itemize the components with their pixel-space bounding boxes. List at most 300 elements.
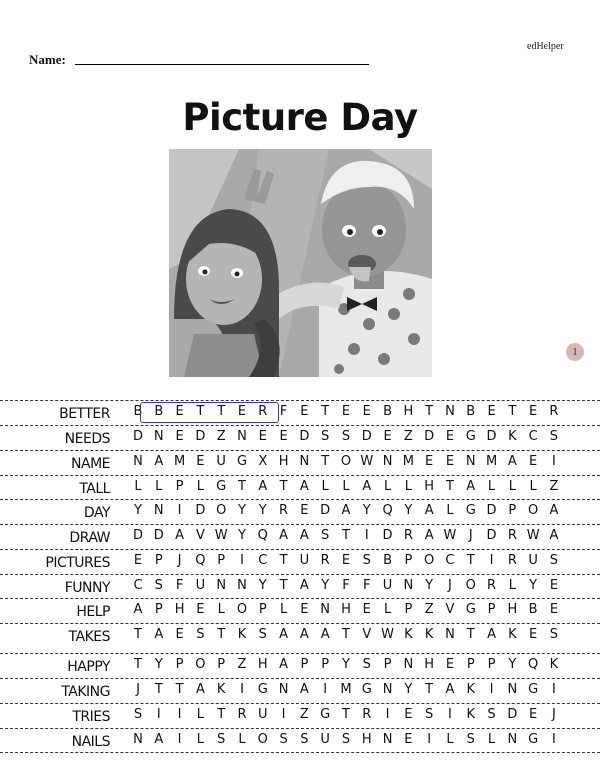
letter-cell[interactable]: K xyxy=(466,707,476,722)
letter-cell[interactable]: A xyxy=(341,503,351,518)
letter-cell[interactable]: C xyxy=(133,578,143,593)
letter-cell[interactable]: J xyxy=(448,578,452,593)
letter-cell[interactable]: R xyxy=(507,528,517,543)
letter-cell[interactable]: S xyxy=(217,732,226,747)
letter-cell[interactable]: W xyxy=(214,528,228,543)
letter-cell[interactable]: E xyxy=(362,404,371,419)
letter-cell[interactable]: A xyxy=(299,578,309,593)
letter-cell[interactable]: N xyxy=(299,454,310,469)
letter-cell[interactable]: I xyxy=(364,528,369,543)
letter-cell[interactable]: P xyxy=(217,657,226,672)
letter-cell[interactable]: N xyxy=(507,682,518,697)
letter-cell[interactable]: P xyxy=(300,657,309,672)
letter-cell[interactable]: U xyxy=(528,553,538,568)
letter-cell[interactable]: D xyxy=(507,707,518,722)
letter-cell[interactable]: S xyxy=(321,429,330,444)
letter-cell[interactable]: V xyxy=(445,602,455,617)
letter-cell[interactable]: Y xyxy=(362,503,371,518)
letter-cell[interactable]: S xyxy=(300,732,309,747)
letter-cell[interactable]: D xyxy=(320,503,331,518)
letter-cell[interactable]: S xyxy=(362,553,371,568)
letter-cell[interactable]: T xyxy=(341,627,350,642)
letter-cell[interactable]: D xyxy=(132,528,143,543)
letter-cell[interactable]: T xyxy=(217,404,226,419)
letter-cell[interactable]: T xyxy=(134,627,142,642)
letter-cell[interactable]: L xyxy=(446,503,454,518)
letter-cell[interactable]: O xyxy=(465,578,476,593)
letter-cell[interactable]: N xyxy=(507,732,518,747)
letter-cell[interactable]: L xyxy=(342,479,350,494)
letter-cell[interactable]: S xyxy=(196,627,205,642)
letter-cell[interactable]: Q xyxy=(257,528,268,543)
letter-cell[interactable]: X xyxy=(258,454,268,469)
letter-cell[interactable]: Y xyxy=(404,682,413,697)
letter-cell[interactable]: T xyxy=(321,404,330,419)
letter-cell[interactable]: E xyxy=(175,404,184,419)
letter-cell[interactable]: T xyxy=(466,627,475,642)
letter-cell[interactable]: O xyxy=(236,602,248,617)
letter-cell[interactable]: H xyxy=(278,454,289,469)
letter-row xyxy=(131,553,561,571)
letter-cell[interactable]: L xyxy=(279,602,288,617)
letter-cell[interactable]: G xyxy=(465,602,476,617)
letter-cell[interactable]: D xyxy=(486,503,497,518)
letter-cell[interactable]: A xyxy=(487,627,496,642)
letter-cell[interactable]: Y xyxy=(425,578,434,593)
letter-cell[interactable]: L xyxy=(321,479,329,494)
letter-cell[interactable]: Q xyxy=(195,553,206,568)
letter-cell[interactable]: O xyxy=(216,503,227,518)
letter-cell[interactable]: A xyxy=(195,682,205,697)
letter-cell[interactable]: T xyxy=(321,454,330,469)
letter-cell[interactable]: A xyxy=(279,627,289,642)
letter-cell[interactable]: S xyxy=(362,657,371,672)
letter-cell[interactable]: I xyxy=(489,682,494,697)
letter-cell[interactable]: R xyxy=(320,553,330,568)
letter-cell[interactable]: A xyxy=(424,503,434,518)
letter-cell[interactable]: A xyxy=(154,732,164,747)
letter-cell[interactable]: S xyxy=(279,732,288,747)
letter-cell[interactable]: A xyxy=(258,479,268,494)
letter-cell[interactable]: L xyxy=(217,602,225,617)
letter-cell[interactable]: U xyxy=(299,553,310,568)
letter-cell[interactable]: I xyxy=(552,682,556,697)
letter-cell[interactable]: E xyxy=(529,454,538,469)
letter-cell[interactable]: K xyxy=(508,429,517,444)
letter-cell[interactable]: Y xyxy=(258,503,267,518)
letter-cell[interactable]: P xyxy=(321,657,330,672)
letter-cell[interactable]: I xyxy=(177,503,182,518)
letter-cell[interactable]: M xyxy=(173,454,186,469)
letter-cell[interactable]: L xyxy=(383,602,392,617)
letter-cell[interactable]: T xyxy=(217,707,226,722)
letter-cell[interactable]: S xyxy=(258,627,267,642)
letter-cell[interactable]: I xyxy=(177,707,182,722)
letter-cell[interactable]: K xyxy=(549,657,559,672)
letter-cell[interactable]: B xyxy=(383,553,393,568)
letter-cell[interactable]: I xyxy=(448,707,452,722)
letter-cell[interactable]: A xyxy=(299,627,309,642)
letter-cell[interactable]: E xyxy=(445,454,455,469)
letter-cell[interactable]: S xyxy=(425,707,434,722)
letter-cell[interactable]: I xyxy=(281,707,286,722)
letter-cell[interactable]: P xyxy=(487,602,496,617)
letter-cell[interactable]: N xyxy=(403,657,414,672)
letter-cell[interactable]: A xyxy=(279,528,289,543)
letter-cell[interactable]: W xyxy=(360,454,374,469)
letter-cell[interactable]: Y xyxy=(154,657,163,672)
letter-cell[interactable]: N xyxy=(153,429,164,444)
letter-cell[interactable]: L xyxy=(383,479,392,494)
letter-cell[interactable]: C xyxy=(445,553,455,568)
letter-cell[interactable]: H xyxy=(174,602,185,617)
letter-cell[interactable]: I xyxy=(323,682,328,697)
letter-cell[interactable]: O xyxy=(340,454,352,469)
letter-cell[interactable]: M xyxy=(485,454,498,469)
letter-cell[interactable]: R xyxy=(258,404,268,419)
letter-cell[interactable]: E xyxy=(300,602,309,617)
letter-cell[interactable]: S xyxy=(133,707,143,722)
letter-cell[interactable]: L xyxy=(508,578,516,593)
letter-cell[interactable]: F xyxy=(342,578,350,593)
letter-cell[interactable]: I xyxy=(552,732,556,747)
letter-cell[interactable]: E xyxy=(300,503,309,518)
letter-cell[interactable]: E xyxy=(133,553,143,568)
letter-cell[interactable]: U xyxy=(195,578,206,593)
letter-cell[interactable]: G xyxy=(216,479,227,494)
letter-cell[interactable]: D xyxy=(424,429,435,444)
letter-cell[interactable]: A xyxy=(299,528,309,543)
letter-cell[interactable]: T xyxy=(279,578,288,593)
letter-cell[interactable]: Y xyxy=(529,578,538,593)
letter-cell[interactable]: T xyxy=(341,528,350,543)
letter-cell[interactable]: I xyxy=(552,454,556,469)
letter-cell[interactable]: N xyxy=(133,732,143,747)
letter-cell[interactable]: S xyxy=(466,732,475,747)
letter-cell[interactable]: H xyxy=(507,602,518,617)
letter-cell[interactable]: E xyxy=(445,429,455,444)
letter-cell[interactable]: V xyxy=(362,627,372,642)
letter-cell[interactable]: Z xyxy=(299,707,309,722)
letter-cell[interactable]: P xyxy=(154,602,163,617)
letter-cell[interactable]: D xyxy=(195,429,206,444)
letter-cell[interactable]: Z xyxy=(424,602,434,617)
letter-cell[interactable]: S xyxy=(154,578,163,593)
letter-cell[interactable]: D xyxy=(382,528,393,543)
letter-cell[interactable]: P xyxy=(404,602,413,617)
letter-cell[interactable]: H xyxy=(424,479,435,494)
letter-cell[interactable]: G xyxy=(465,429,476,444)
letter-cell[interactable]: E xyxy=(237,404,247,419)
letter-cell[interactable]: N xyxy=(133,454,143,469)
letter-cell[interactable]: W xyxy=(443,528,457,543)
letter-cell[interactable]: E xyxy=(487,404,496,419)
letter-cell[interactable]: Y xyxy=(258,578,267,593)
letter-cell[interactable]: E xyxy=(175,429,184,444)
letter-cell[interactable]: E xyxy=(258,429,267,444)
letter-cell[interactable]: M xyxy=(340,682,352,697)
letter-cell[interactable]: H xyxy=(361,732,372,747)
letter-cell[interactable]: P xyxy=(175,657,184,672)
letter-cell[interactable]: I xyxy=(156,707,161,722)
letter-cell[interactable]: I xyxy=(240,682,244,697)
letter-cell[interactable]: Q xyxy=(382,503,393,518)
letter-cell[interactable]: N xyxy=(237,429,247,444)
letter-cell[interactable]: A xyxy=(320,627,330,642)
letter-cell[interactable]: N xyxy=(465,454,476,469)
letter-cell[interactable]: S xyxy=(341,429,351,444)
name-label: Name: xyxy=(29,52,66,67)
letter-cell[interactable]: E xyxy=(404,707,413,722)
letter-cell[interactable]: N xyxy=(278,682,289,697)
letter-cell[interactable]: A xyxy=(466,479,476,494)
letter-cell[interactable]: T xyxy=(445,479,454,494)
letter-cell[interactable]: K xyxy=(216,682,226,697)
letter-cell[interactable]: B xyxy=(466,404,476,419)
letter-cell[interactable]: I xyxy=(240,553,244,568)
letter-cell[interactable]: T xyxy=(508,404,517,419)
letter-cell[interactable]: G xyxy=(528,732,539,747)
letter-cell[interactable]: E xyxy=(196,602,205,617)
letter-cell[interactable]: E xyxy=(362,602,371,617)
letter-cell[interactable]: I xyxy=(489,553,494,568)
letter-cell[interactable]: O xyxy=(424,553,435,568)
letter-cell[interactable]: I xyxy=(177,732,182,747)
letter-cell[interactable]: M xyxy=(402,454,414,469)
letter-cell[interactable]: P xyxy=(217,553,226,568)
letter-cell[interactable]: U xyxy=(216,454,226,469)
letter-cell[interactable]: T xyxy=(279,553,288,568)
letter-cell[interactable]: N xyxy=(445,404,455,419)
letter-cell[interactable]: T xyxy=(466,553,475,568)
letter-cell[interactable]: L xyxy=(196,479,205,494)
letter-cell[interactable]: G xyxy=(465,503,476,518)
letter-cell[interactable]: A xyxy=(133,602,143,617)
name-input-line[interactable] xyxy=(75,64,369,65)
letter-cell[interactable]: Y xyxy=(134,503,142,518)
letter-cell[interactable]: A xyxy=(445,682,455,697)
letter-cell[interactable]: N xyxy=(153,503,164,518)
letter-cell[interactable]: G xyxy=(320,707,331,722)
letter-cell[interactable]: O xyxy=(528,503,539,518)
letter-cell[interactable]: P xyxy=(154,553,163,568)
letter-cell[interactable]: P xyxy=(175,479,184,494)
letter-cell[interactable]: B xyxy=(383,404,393,419)
letter-cell[interactable]: L xyxy=(134,479,142,494)
letter-cell[interactable]: G xyxy=(257,682,268,697)
letter-cell[interactable]: N xyxy=(320,602,331,617)
letter-cell[interactable]: K xyxy=(237,627,247,642)
letter-cell[interactable]: D xyxy=(361,429,372,444)
letter-cell[interactable]: R xyxy=(549,404,559,419)
letter-cell[interactable]: Y xyxy=(508,657,517,672)
letter-cell[interactable]: G xyxy=(236,454,248,469)
letter-cell[interactable]: H xyxy=(403,404,414,419)
letter-cell[interactable]: N xyxy=(382,682,393,697)
letter-cell[interactable]: T xyxy=(217,627,226,642)
letter-cell[interactable]: B xyxy=(528,602,538,617)
letter-cell[interactable]: L xyxy=(529,479,537,494)
letter-cell[interactable]: E xyxy=(549,602,559,617)
letter-cell[interactable]: T xyxy=(154,682,163,697)
letter-cell[interactable]: L xyxy=(446,732,454,747)
letter-cell[interactable]: T xyxy=(238,479,246,494)
letter-cell[interactable]: L xyxy=(196,732,205,747)
letter-cell[interactable]: G xyxy=(528,682,539,697)
letter-cell[interactable]: V xyxy=(195,528,205,543)
letter-cell[interactable]: W xyxy=(526,528,540,543)
letter-cell[interactable]: C xyxy=(258,553,268,568)
letter-cell[interactable]: E xyxy=(300,404,309,419)
letter-cell[interactable]: C xyxy=(528,429,538,444)
letter-cell[interactable]: L xyxy=(238,732,246,747)
letter-cell[interactable]: H xyxy=(341,602,351,617)
letter-cell[interactable]: T xyxy=(279,479,288,494)
letter-cell[interactable]: R xyxy=(237,707,247,722)
letter-cell[interactable]: A xyxy=(424,528,434,543)
letter-cell[interactable]: L xyxy=(155,479,163,494)
letter-cell[interactable]: D xyxy=(132,429,143,444)
letter-cell[interactable]: J xyxy=(136,682,140,697)
letter-cell[interactable]: E xyxy=(404,732,413,747)
found-word-highlight[interactable] xyxy=(140,402,279,423)
letter-cell[interactable]: R xyxy=(279,503,289,518)
letter-cell[interactable]: A xyxy=(549,528,559,543)
letter-cell[interactable]: D xyxy=(486,528,497,543)
letter-cell[interactable]: D xyxy=(486,429,497,444)
letter-cell[interactable]: P xyxy=(487,657,496,672)
letter-cell[interactable]: N xyxy=(403,578,414,593)
letter-cell[interactable]: H xyxy=(257,657,268,672)
letter-cell[interactable]: T xyxy=(425,404,434,419)
letter-cell[interactable]: A xyxy=(154,627,164,642)
letter-cell[interactable]: F xyxy=(279,404,288,419)
letter-cell[interactable]: S xyxy=(487,707,496,722)
letter-cell[interactable]: Y xyxy=(238,503,246,518)
letter-cell[interactable]: I xyxy=(427,732,432,747)
letter-cell[interactable]: D xyxy=(153,528,164,543)
letter-cell[interactable]: L xyxy=(508,479,516,494)
letter-cell[interactable]: E xyxy=(529,404,538,419)
letter-cell[interactable]: A xyxy=(507,454,517,469)
letter-cell[interactable]: J xyxy=(552,707,556,722)
letter-cell[interactable]: E xyxy=(341,404,351,419)
letter-cell[interactable]: Z xyxy=(216,429,226,444)
letter-cell[interactable]: N xyxy=(237,578,247,593)
letter-cell[interactable]: P xyxy=(258,602,267,617)
letter-cell[interactable]: E xyxy=(196,454,205,469)
letter-cell[interactable]: T xyxy=(341,707,350,722)
letter-cell[interactable]: P xyxy=(383,657,392,672)
letter-cell[interactable]: A xyxy=(175,528,185,543)
letter-cell[interactable]: B xyxy=(133,404,143,419)
letter-cell[interactable]: U xyxy=(258,707,268,722)
letter-cell[interactable]: A xyxy=(549,503,559,518)
letter-cell[interactable]: E xyxy=(175,627,184,642)
letter-cell[interactable]: N xyxy=(445,627,455,642)
puzzle-row xyxy=(0,703,600,728)
letter-cell[interactable]: D xyxy=(299,429,310,444)
letter-cell[interactable]: I xyxy=(385,707,390,722)
letter-cell[interactable]: T xyxy=(196,404,205,419)
letter-cell[interactable]: F xyxy=(363,578,371,593)
letter-cell[interactable]: L xyxy=(404,479,412,494)
target-word: TAKES xyxy=(68,629,110,645)
letter-cell[interactable]: E xyxy=(445,657,455,672)
letter-cell[interactable]: N xyxy=(216,578,227,593)
letter-cell[interactable]: J xyxy=(177,553,182,568)
letter-cell[interactable]: K xyxy=(508,627,517,642)
letter-cell[interactable]: E xyxy=(279,429,288,444)
letter-cell[interactable]: O xyxy=(257,732,268,747)
letter-cell[interactable]: Q xyxy=(528,657,539,672)
letter-cell[interactable]: R xyxy=(403,528,413,543)
letter-cell[interactable]: G xyxy=(361,682,372,697)
letter-cell[interactable]: A xyxy=(299,479,309,494)
letter-cell[interactable]: T xyxy=(134,657,142,672)
letter-cell[interactable]: S xyxy=(341,732,351,747)
letter-cell[interactable]: W xyxy=(381,627,394,642)
letter-cell[interactable]: R xyxy=(362,707,372,722)
letter-cell[interactable]: R xyxy=(507,553,517,568)
letter-cell[interactable]: E xyxy=(425,454,434,469)
letter-cell[interactable]: E xyxy=(529,707,538,722)
letter-cell[interactable]: P xyxy=(466,657,475,672)
letter-cell[interactable]: A xyxy=(279,657,289,672)
letter-cell[interactable]: Y xyxy=(238,528,246,543)
letter-cell[interactable]: S xyxy=(549,627,559,642)
letter-cell[interactable]: N xyxy=(382,454,393,469)
letter-cell[interactable]: Z xyxy=(549,479,559,494)
letter-cell[interactable]: Y xyxy=(321,578,330,593)
letter-cell[interactable]: E xyxy=(341,553,351,568)
letter-cell[interactable]: J xyxy=(468,528,473,543)
letter-cell[interactable]: P xyxy=(508,503,517,518)
letter-cell[interactable]: R xyxy=(487,578,497,593)
letter-cell[interactable]: E xyxy=(529,627,538,642)
letter-cell[interactable]: L xyxy=(487,479,496,494)
letter-cell[interactable]: Z xyxy=(237,657,247,672)
letter-cell[interactable]: L xyxy=(487,732,496,747)
letter-cell[interactable]: U xyxy=(382,578,393,593)
letter-cell[interactable]: E xyxy=(383,429,392,444)
letter-cell[interactable]: O xyxy=(195,657,206,672)
letter-cell[interactable]: A xyxy=(362,479,372,494)
letter-cell[interactable]: U xyxy=(320,732,330,747)
letter-cell[interactable]: K xyxy=(404,627,413,642)
letter-cell[interactable]: B xyxy=(154,404,164,419)
letter-cell[interactable]: N xyxy=(382,732,393,747)
letter-cell[interactable]: T xyxy=(425,682,434,697)
letter-cell[interactable]: A xyxy=(299,682,309,697)
letter-cell[interactable]: D xyxy=(195,503,206,518)
letter-cell[interactable]: K xyxy=(466,682,476,697)
letter-cell[interactable]: A xyxy=(154,454,164,469)
letter-cell[interactable]: Y xyxy=(341,657,350,672)
letter-cell[interactable]: S xyxy=(549,429,559,444)
letter-cell[interactable]: S xyxy=(321,528,330,543)
letter-cell[interactable]: S xyxy=(549,553,559,568)
letter-cell[interactable]: H xyxy=(424,657,435,672)
letter-cell[interactable]: L xyxy=(196,707,205,722)
letter-cell[interactable]: Y xyxy=(404,503,413,518)
letter-cell[interactable]: P xyxy=(404,553,413,568)
letter-cell[interactable]: Z xyxy=(403,429,413,444)
letter-cell[interactable]: T xyxy=(175,682,184,697)
letter-cell[interactable]: K xyxy=(424,627,434,642)
letter-cell[interactable]: E xyxy=(549,578,559,593)
letter-cell[interactable]: F xyxy=(175,578,184,593)
